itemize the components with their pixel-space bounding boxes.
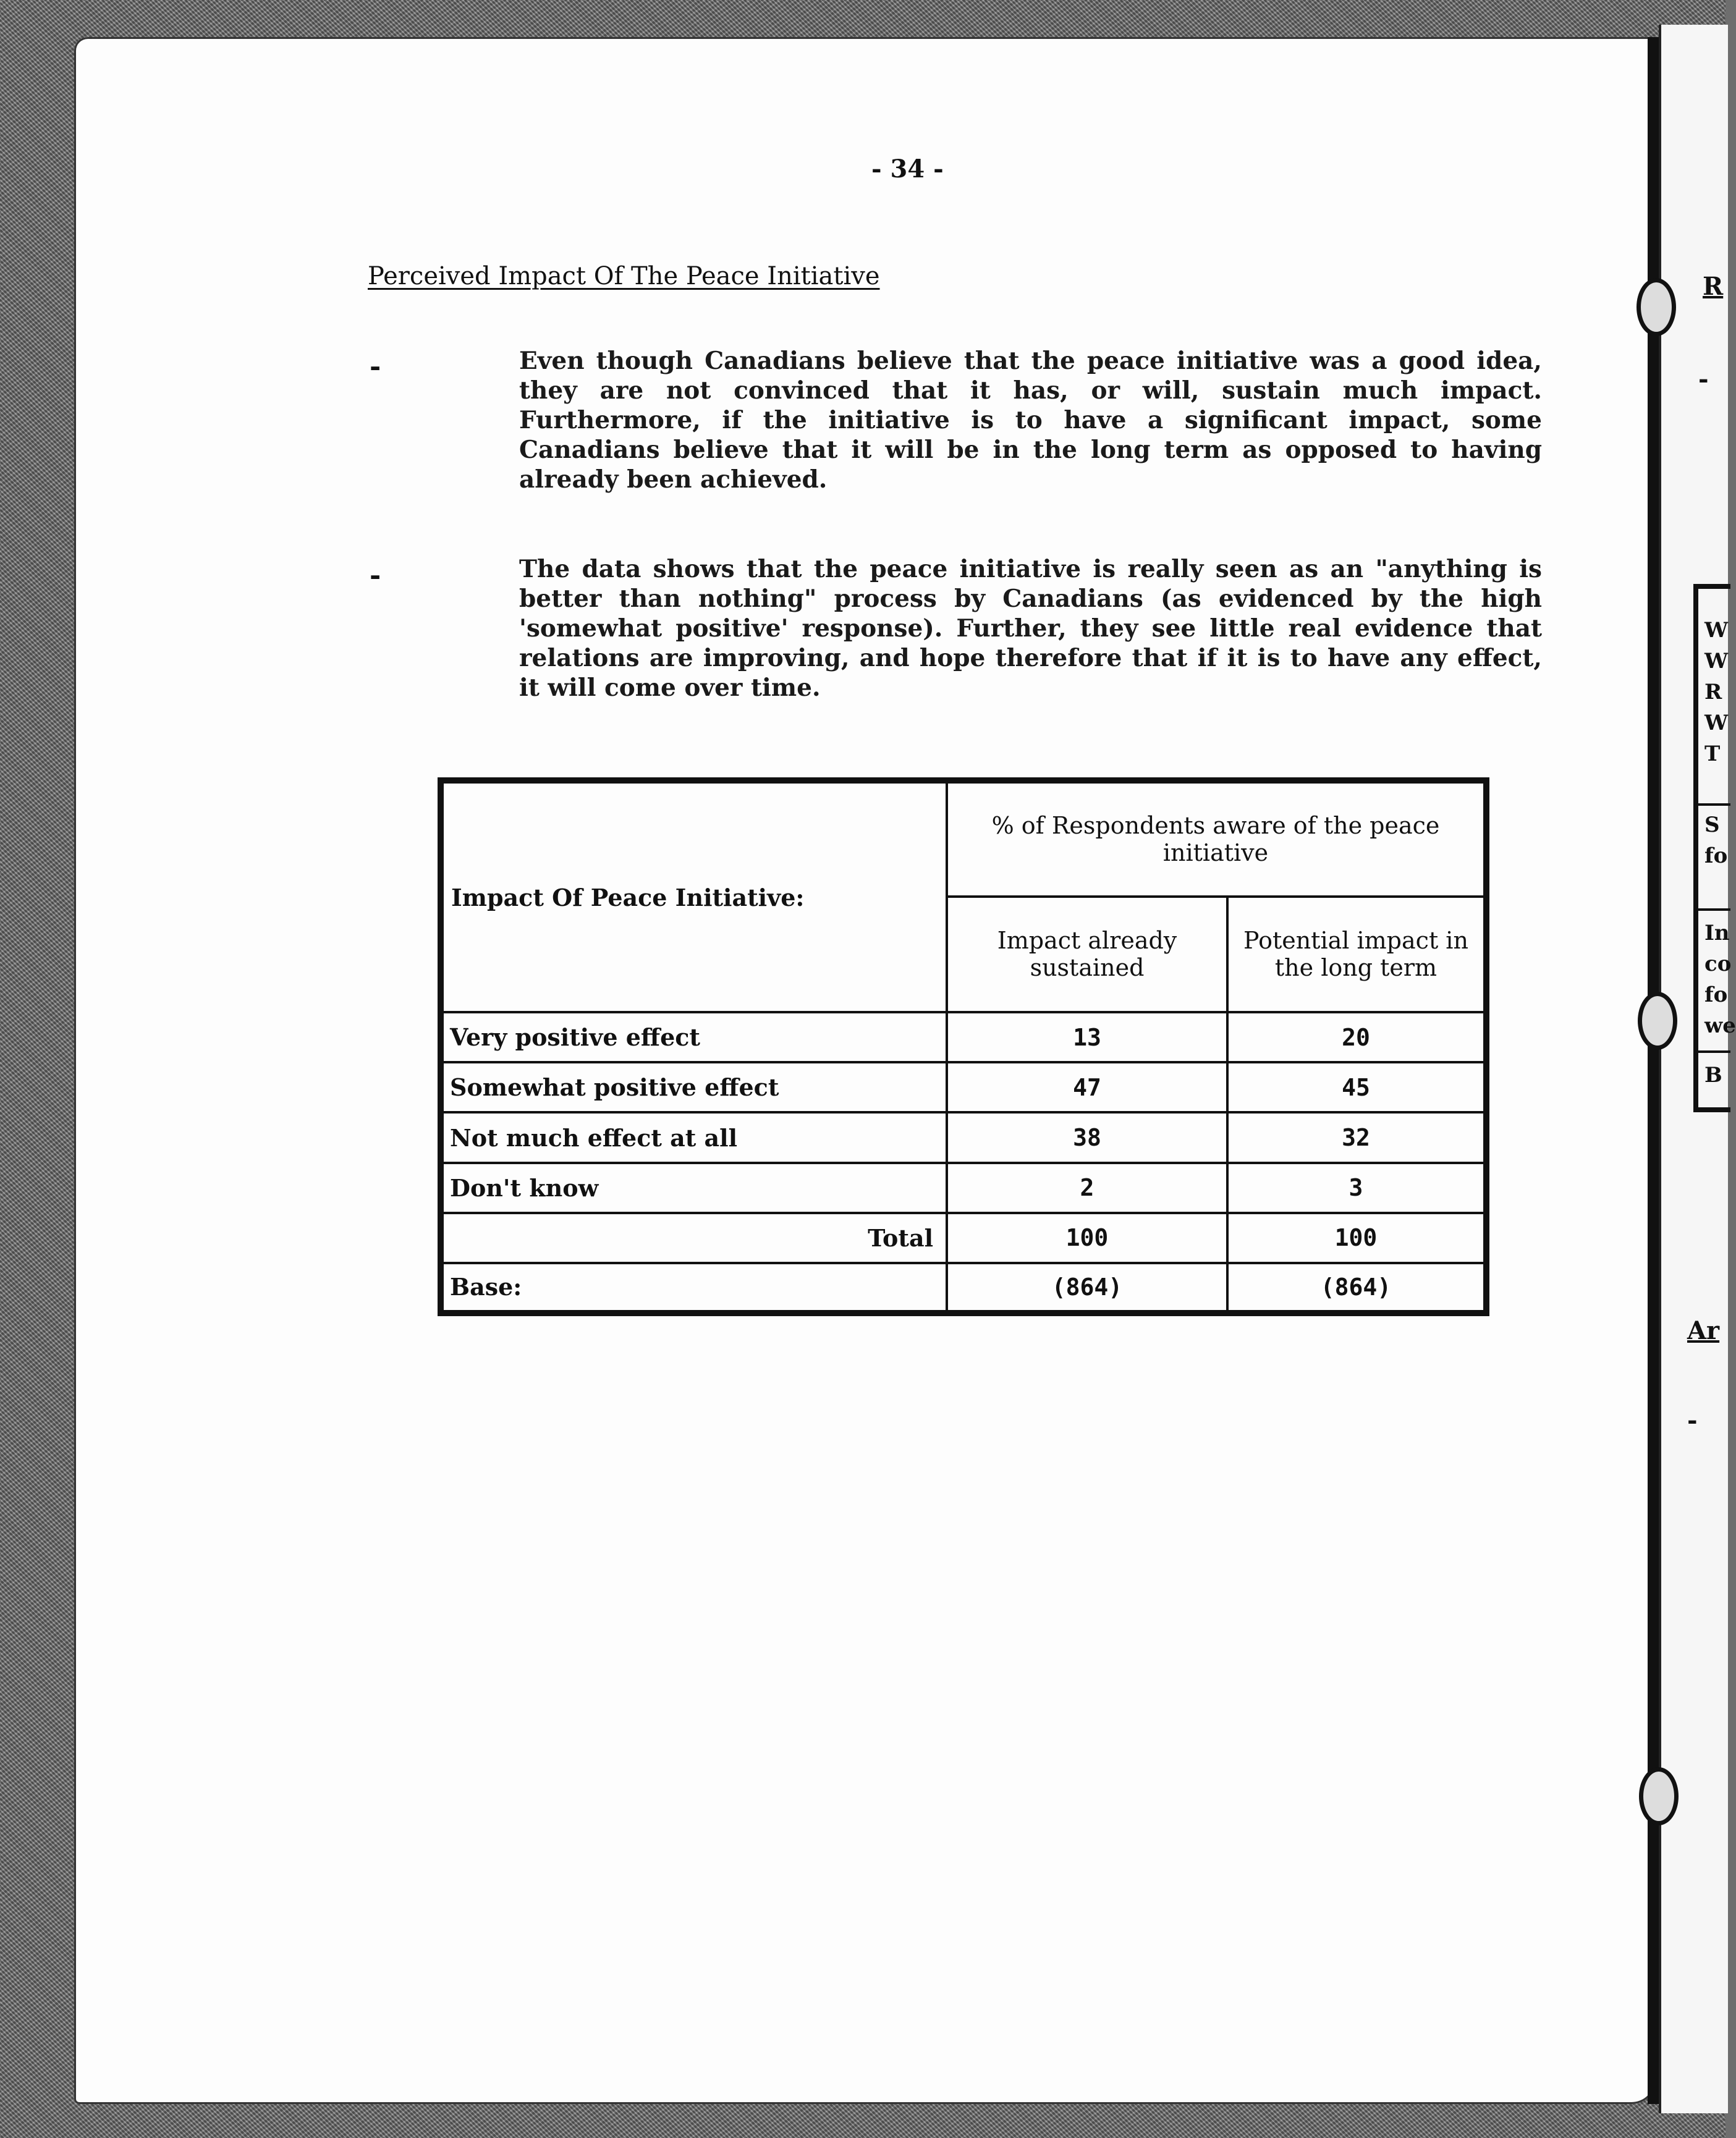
row-label: Not much effect at all <box>441 1112 947 1162</box>
total-value: 100 <box>1227 1213 1486 1263</box>
bullet-paragraph: Even though Canadians believe that the peace initiative was a good idea, they are not convinced that it has, or will, sustain much impact. Furthermore, if the initiative is to have a significant impact, some Canadians believe that it will be in the long term as opposed to having already been achieved. <box>519 347 1542 494</box>
binder-ring <box>1639 1767 1679 1825</box>
table-fragment-text: T <box>1704 742 1721 766</box>
table-stub-header: Impact Of Peace Initiative: <box>441 780 947 1012</box>
binder-ring <box>1638 992 1677 1050</box>
table-row <box>441 1012 1486 1062</box>
table-row <box>441 1062 1486 1112</box>
cell-value: 47 <box>947 1062 1227 1112</box>
table-fragment-text: we <box>1704 1013 1736 1038</box>
total-value: 100 <box>947 1213 1227 1263</box>
total-label: Total <box>441 1213 947 1263</box>
page-number: - 34 - <box>871 154 944 184</box>
cell-value: 20 <box>1227 1012 1486 1062</box>
table-fragment-text: S <box>1704 813 1720 837</box>
row-label: Don't know <box>441 1163 947 1213</box>
row-label: Very positive effect <box>441 1012 947 1062</box>
right-page-dash: - <box>1687 1406 1698 1435</box>
table-row <box>441 1163 1486 1213</box>
table-group-header: % of Respondents aware of the peace initiative <box>947 780 1486 897</box>
table-total-row <box>441 1213 1486 1263</box>
table-fragment-text: fo <box>1704 843 1728 868</box>
cell-value: 45 <box>1227 1062 1486 1112</box>
cell-value: 38 <box>947 1112 1227 1162</box>
table-fragment-divider <box>1698 803 1730 806</box>
table-fragment-divider <box>1698 908 1730 911</box>
bullet-marker: - <box>370 560 381 591</box>
cell-value: 32 <box>1227 1112 1486 1162</box>
bullet-marker: - <box>370 351 381 382</box>
right-page-heading-fragment: Ar <box>1687 1316 1720 1345</box>
table-fragment-text: W <box>1704 711 1729 735</box>
impact-table <box>438 777 1489 1316</box>
cell-value: 3 <box>1227 1163 1486 1213</box>
row-label: Somewhat positive effect <box>441 1062 947 1112</box>
table-fragment-text: B <box>1704 1063 1722 1088</box>
table-fragment-text: R <box>1704 680 1722 704</box>
table-base-row <box>441 1263 1486 1313</box>
cell-value: 2 <box>947 1163 1227 1213</box>
right-page-dash: - <box>1698 365 1709 394</box>
base-label: Base: <box>441 1263 947 1313</box>
base-value: (864) <box>947 1263 1227 1313</box>
table-column-header: Impact already sustained <box>947 897 1227 1013</box>
binder-ring <box>1636 278 1676 336</box>
right-page-heading-fragment: R <box>1703 272 1724 301</box>
table-fragment-divider <box>1698 1050 1730 1053</box>
table-fragment-text: In <box>1704 921 1730 945</box>
cell-value: 13 <box>947 1012 1227 1062</box>
base-value: (864) <box>1227 1263 1486 1313</box>
table-fragment-text: co <box>1704 952 1732 976</box>
table-column-header: Potential impact in the long term <box>1227 897 1486 1013</box>
table-row <box>441 1112 1486 1162</box>
table-fragment-text: W <box>1704 649 1729 674</box>
section-title: Perceived Impact Of The Peace Initiative <box>368 262 880 290</box>
bullet-paragraph: The data shows that the peace initiative is really seen as an "anything is better than nothing" process by Canadians (as evidenced by the high 'somewhat positive' response). Further, they see little real evidence that relations are improving, and hope therefore that if it is to have any effect, it will come over time. <box>519 555 1542 702</box>
table-fragment-text: W <box>1704 618 1729 643</box>
table-fragment-text: fo <box>1704 982 1728 1007</box>
